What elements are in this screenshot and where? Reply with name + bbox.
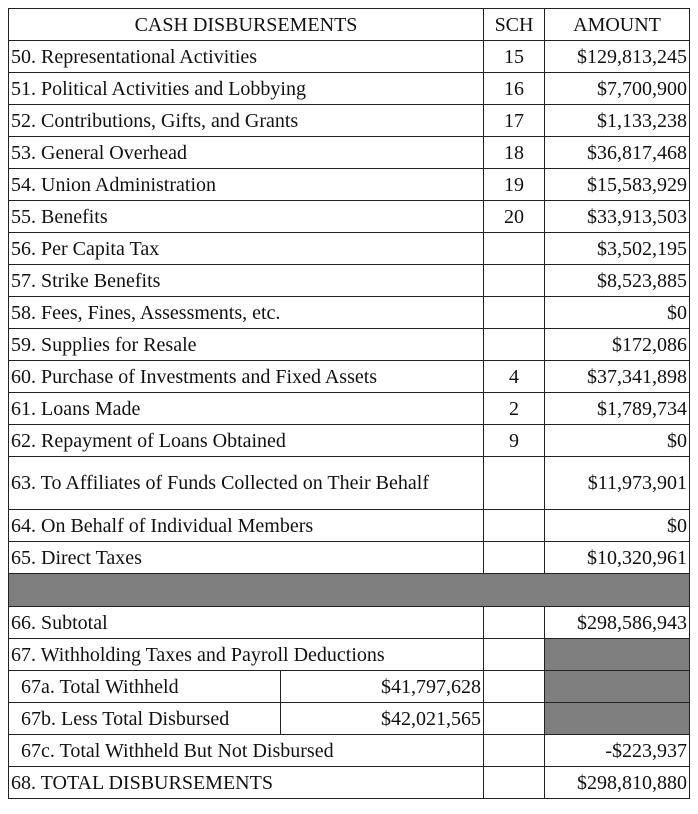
table-row — [9, 510, 690, 542]
not-disbursed-label: 67c. Total Withheld But Not Disbursed — [9, 735, 484, 767]
row-label: 65. Direct Taxes — [9, 542, 484, 574]
row-amount: $1,789,734 — [545, 393, 690, 425]
row-amount: $3,502,195 — [545, 233, 690, 265]
row-label: 54. Union Administration — [9, 169, 484, 201]
row-label: 56. Per Capita Tax — [9, 233, 484, 265]
row-amount: $33,913,503 — [545, 201, 690, 233]
total-withheld-label: 67a. Total Withheld — [9, 671, 281, 703]
row-label: 62. Repayment of Loans Obtained — [9, 425, 484, 457]
total-row — [9, 767, 690, 799]
less-disbursed-label: 67b. Less Total Disbursed — [9, 703, 281, 735]
header-cash-disbursements: CASH DISBURSEMENTS — [9, 9, 484, 41]
row-label: 51. Political Activities and Lobbying — [9, 73, 484, 105]
row-amount: $15,583,929 — [545, 169, 690, 201]
subtotal-amount: $298,586,943 — [545, 607, 690, 639]
row-sch: 4 — [484, 361, 545, 393]
row-label: 53. General Overhead — [9, 137, 484, 169]
total-withheld-row — [9, 671, 690, 703]
less-disbursed-row — [9, 703, 690, 735]
subtotal-sch — [484, 607, 545, 639]
row-amount: $0 — [545, 297, 690, 329]
less-disbursed-value: $42,021,565 — [281, 703, 484, 735]
row-label: 61. Loans Made — [9, 393, 484, 425]
row-amount: $0 — [545, 510, 690, 542]
table-row — [9, 361, 690, 393]
withholding-label: 67. Withholding Taxes and Payroll Deductions — [9, 639, 484, 671]
row-label: 50. Representational Activities — [9, 41, 484, 73]
row-amount: $0 — [545, 425, 690, 457]
row-sch: 20 — [484, 201, 545, 233]
row-label: 58. Fees, Fines, Assessments, etc. — [9, 297, 484, 329]
row-label: 64. On Behalf of Individual Members — [9, 510, 484, 542]
subtotal-label: 66. Subtotal — [9, 607, 484, 639]
row-sch — [484, 233, 545, 265]
row-label: 60. Purchase of Investments and Fixed Assets — [9, 361, 484, 393]
row-sch: 16 — [484, 73, 545, 105]
row-amount: $36,817,468 — [545, 137, 690, 169]
row-label: 55. Benefits — [9, 201, 484, 233]
table-row — [9, 457, 690, 510]
table-row — [9, 169, 690, 201]
header-sch: SCH — [484, 9, 545, 41]
row-sch: 15 — [484, 41, 545, 73]
row-sch — [484, 510, 545, 542]
table-row — [9, 233, 690, 265]
header-amount: AMOUNT — [545, 9, 690, 41]
not-disbursed-row — [9, 735, 690, 767]
withholding-sch — [484, 639, 545, 671]
row-sch: 19 — [484, 169, 545, 201]
row-sch — [484, 297, 545, 329]
header-row — [9, 9, 690, 41]
not-disbursed-sch — [484, 735, 545, 767]
table-row — [9, 201, 690, 233]
row-label: 52. Contributions, Gifts, and Grants — [9, 105, 484, 137]
row-label: 57. Strike Benefits — [9, 265, 484, 297]
total-sch — [484, 767, 545, 799]
row-sch: 17 — [484, 105, 545, 137]
row-sch — [484, 265, 545, 297]
row-amount: $8,523,885 — [545, 265, 690, 297]
row-label: 59. Supplies for Resale — [9, 329, 484, 361]
table-row — [9, 425, 690, 457]
table-row — [9, 137, 690, 169]
less-disbursed-amount-shaded — [545, 703, 690, 735]
row-amount: $37,341,898 — [545, 361, 690, 393]
table-row — [9, 297, 690, 329]
row-label: 63. To Affiliates of Funds Collected on Their Behalf — [9, 457, 484, 510]
table-row — [9, 265, 690, 297]
total-withheld-sch — [484, 671, 545, 703]
table-row — [9, 329, 690, 361]
table-row — [9, 41, 690, 73]
gray-separator-band — [9, 574, 690, 607]
table-row — [9, 105, 690, 137]
withholding-amount-shaded — [545, 639, 690, 671]
not-disbursed-amount: -$223,937 — [545, 735, 690, 767]
row-sch — [484, 542, 545, 574]
total-withheld-amount-shaded — [545, 671, 690, 703]
row-amount: $11,973,901 — [545, 457, 690, 510]
table-row — [9, 73, 690, 105]
less-disbursed-sch — [484, 703, 545, 735]
row-sch: 18 — [484, 137, 545, 169]
row-sch: 2 — [484, 393, 545, 425]
cash-disbursements-table — [8, 8, 690, 799]
row-amount: $7,700,900 — [545, 73, 690, 105]
row-amount: $172,086 — [545, 329, 690, 361]
row-amount: $129,813,245 — [545, 41, 690, 73]
separator-cell — [9, 574, 690, 607]
total-withheld-value: $41,797,628 — [281, 671, 484, 703]
table-row — [9, 393, 690, 425]
row-amount: $1,133,238 — [545, 105, 690, 137]
subtotal-row — [9, 607, 690, 639]
table-row — [9, 542, 690, 574]
row-sch — [484, 329, 545, 361]
total-label: 68. TOTAL DISBURSEMENTS — [9, 767, 484, 799]
row-sch — [484, 457, 545, 510]
row-amount: $10,320,961 — [545, 542, 690, 574]
total-amount: $298,810,880 — [545, 767, 690, 799]
row-sch: 9 — [484, 425, 545, 457]
withholding-row — [9, 639, 690, 671]
